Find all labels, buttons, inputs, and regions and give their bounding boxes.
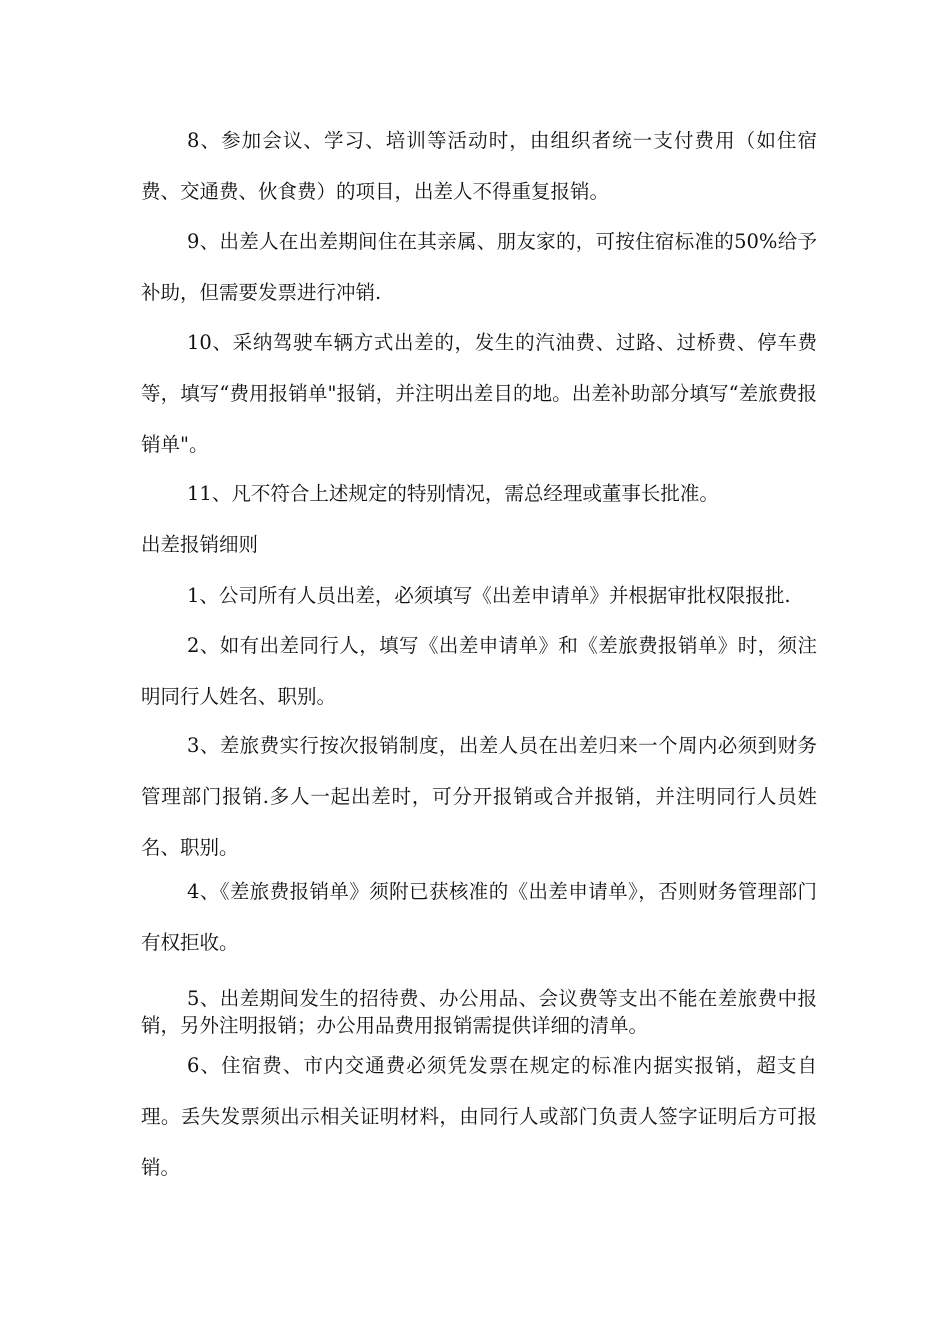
rule-item-3: 3、差旅费实行按次报销制度，出差人员在出差归来一个周内必须到财务管理部门报销.多人一起出差时，可分开报销或合并报销，并注明同行人员姓名、职别。 (141, 734, 817, 859)
paragraph-10: 10、采纳驾驶车辆方式出差的，发生的汽油费、过路、过桥费、停车费等，填写“费用报销单"报销，并注明出差目的地。出差补助部分填写“差旅费报销单"。 (141, 331, 817, 456)
rule-item-5: 5、出差期间发生的招待费、办公用品、会议费等支出不能在差旅费中报销，另外注明报销；办公用品费用报销需提供详细的清单。 (141, 987, 817, 1037)
paragraph-11: 11、凡不符合上述规定的特别情况，需总经理或董事长批准。 (187, 482, 719, 505)
section-title: 出差报销细则 (141, 533, 259, 556)
rule-item-1: 1、公司所有人员出差，必须填写《出差申请单》并根据审批权限报批. (187, 584, 791, 607)
paragraph-8: 8、参加会议、学习、培训等活动时，由组织者统一支付费用（如住宿费、交通费、伙食费）的项目，出差人不得重复报销。 (141, 129, 817, 203)
rule-item-4: 4、《差旅费报销单》须附已获核准的《出差申请单》，否则财务管理部门有权拒收。 (141, 880, 817, 954)
rule-item-2: 2、如有出差同行人，填写《出差申请单》和《差旅费报销单》时，须注明同行人姓名、职别。 (141, 634, 817, 708)
rule-item-6: 6、住宿费、市内交通费必须凭发票在规定的标准内据实报销，超支自理。丢失发票须出示相关证明材料，由同行人或部门负责人签字证明后方可报销。 (141, 1054, 817, 1179)
paragraph-9: 9、出差人在出差期间住在其亲属、朋友家的，可按住宿标准的50%给予补助，但需要发票进行冲销. (141, 230, 817, 304)
